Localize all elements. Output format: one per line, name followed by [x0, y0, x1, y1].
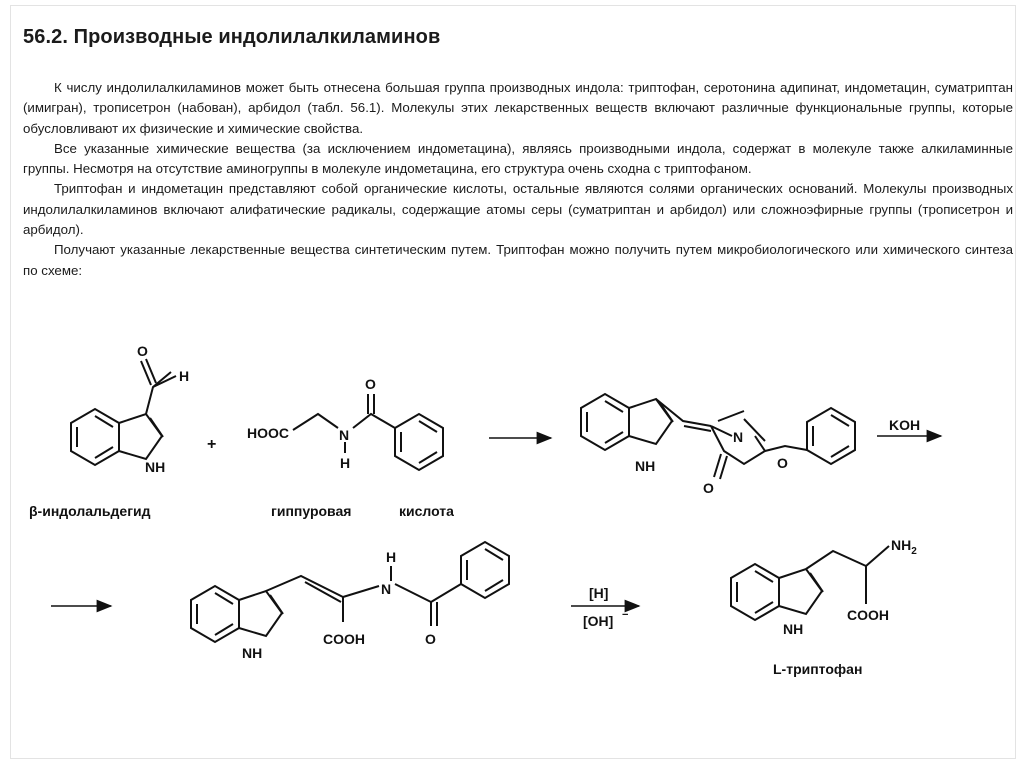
hippuric-h-atom: H: [340, 455, 351, 471]
synthesis-scheme: [11, 6, 1015, 758]
tryptophan-cooh: COOH: [847, 607, 889, 623]
tryptophan-label: L-триптофан: [773, 661, 863, 677]
hippuric-acid-label-2: кислота: [399, 503, 454, 519]
azlactone-o-carbonyl: O: [703, 480, 714, 496]
hippuric-acid-label-1: гиппуровая: [271, 503, 352, 519]
aldehyde-h-atom: H: [179, 368, 190, 384]
indole-nh-4: NH: [783, 621, 804, 637]
paragraph-3: Триптофан и индометацин представляют собой органические кислоты, остальные являются солями органических оснований. Молекулы производных индолилалкиламинов включают алифатические радикалы, содержащие атомы серы (суматриптан и арбидол) или сложноэфирные группы (трописетрон и арбидол).: [23, 181, 1013, 238]
reagent-reduction: [H]: [589, 585, 609, 601]
plus-sign: +: [207, 436, 217, 453]
dehydro-intermediate-structure: [191, 542, 509, 642]
azlactone-structure: [581, 394, 855, 479]
indolaldehyde-structure: [71, 359, 176, 465]
dehydro-cooh: COOH: [323, 631, 365, 647]
indole-nh-2: NH: [635, 458, 656, 474]
tryptophan-nh2-subscript: 2: [911, 546, 917, 557]
tryptophan-nh2-main: NH: [891, 537, 912, 553]
paragraph-1: К числу индолилалкиламинов может быть отнесена большая группа производных индола: триптофан, серотонина адипинат, индометацин, суматриптан (имигран), трописетрон (набован), арбидол (табл. 56.1). Молекулы этих лекарственных веществ включают различные функциональные группы, которые обусловливают их физические и химические свойства.: [23, 80, 1013, 136]
hooc-group: HOOC: [247, 425, 289, 441]
paragraph-2: Все указанные химические вещества (за исключением индометацина), являясь производными индола, содержат в молекуле также алкиламинные группы. Несмотря на отсутствие аминогруппы в молекуле индометацина, его структура очень сходна с триптофаном.: [23, 140, 1013, 177]
indolaldehyde-label: β-индолальдегид: [29, 503, 151, 519]
reagent-koh: KOH: [889, 417, 921, 433]
azlactone-o-ring: O: [777, 455, 788, 471]
dehydro-o-atom: O: [425, 631, 436, 647]
azlactone-n-atom: N: [733, 429, 744, 445]
indole-nh-3: NH: [242, 645, 263, 661]
aldehyde-o-atom: O: [137, 343, 148, 359]
hippuric-acid-structure: [293, 394, 443, 470]
hippuric-o-atom: O: [365, 376, 376, 392]
section-heading: 56.2. Производные индолилалкиламинов: [23, 26, 441, 48]
reagent-hydroxide-charge: −: [622, 609, 629, 621]
dehydro-n-atom: N: [381, 581, 392, 597]
document-page: [10, 5, 1016, 759]
hippuric-n-atom: N: [339, 427, 350, 443]
dehydro-h-atom: H: [386, 549, 397, 565]
paragraph-4: Получают указанные лекарственные вещества синтетическим путем. Триптофан можно получить путем микробиологического или химического синтеза по схеме:: [23, 242, 1013, 278]
reagent-hydroxide: [OH]: [583, 613, 614, 629]
tryptophan-nh2: [891, 537, 917, 557]
indole-nh-1: NH: [145, 459, 166, 475]
